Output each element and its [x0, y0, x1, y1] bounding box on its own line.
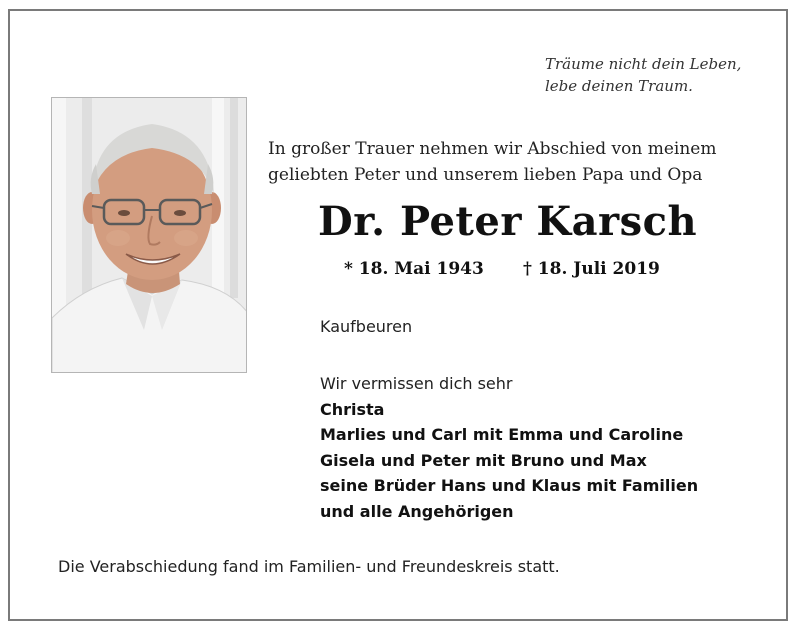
death-date: † 18. Juli 2019 — [523, 259, 660, 279]
portrait-photo — [51, 97, 247, 373]
deceased-name: Dr. Peter Karsch — [318, 198, 698, 245]
mourners-list — [320, 371, 698, 524]
place-name: Kaufbeuren — [320, 317, 413, 336]
mourner-name: Christa — [320, 399, 385, 419]
mourner-name: und alle Angehörigen — [320, 501, 514, 521]
intro-line-2: geliebten Peter und unserem lieben Papa und Opa — [268, 165, 703, 185]
motto-quote — [545, 53, 741, 97]
mourner-name: seine Brüder Hans und Klaus mit Familien — [320, 476, 699, 495]
motto-line-1: Träume nicht dein Leben, — [545, 55, 742, 73]
mourner-name: Marlies und Carl mit Emma und Caroline — [320, 425, 684, 444]
mourners-lead: Wir vermissen dich sehr — [320, 374, 513, 393]
farewell-note: Die Verabschiedung fand im Familien- und Freundeskreis statt. — [58, 557, 560, 576]
birth-date: * 18. Mai 1943 — [344, 259, 484, 279]
mourner-name: Gisela und Peter mit Bruno und Max — [320, 450, 647, 470]
intro-text — [268, 136, 716, 188]
intro-line-1: In großer Trauer nehmen wir Abschied von meinem — [268, 139, 717, 159]
motto-line-2: lebe deinen Traum. — [545, 77, 693, 95]
portrait-image — [52, 98, 247, 373]
